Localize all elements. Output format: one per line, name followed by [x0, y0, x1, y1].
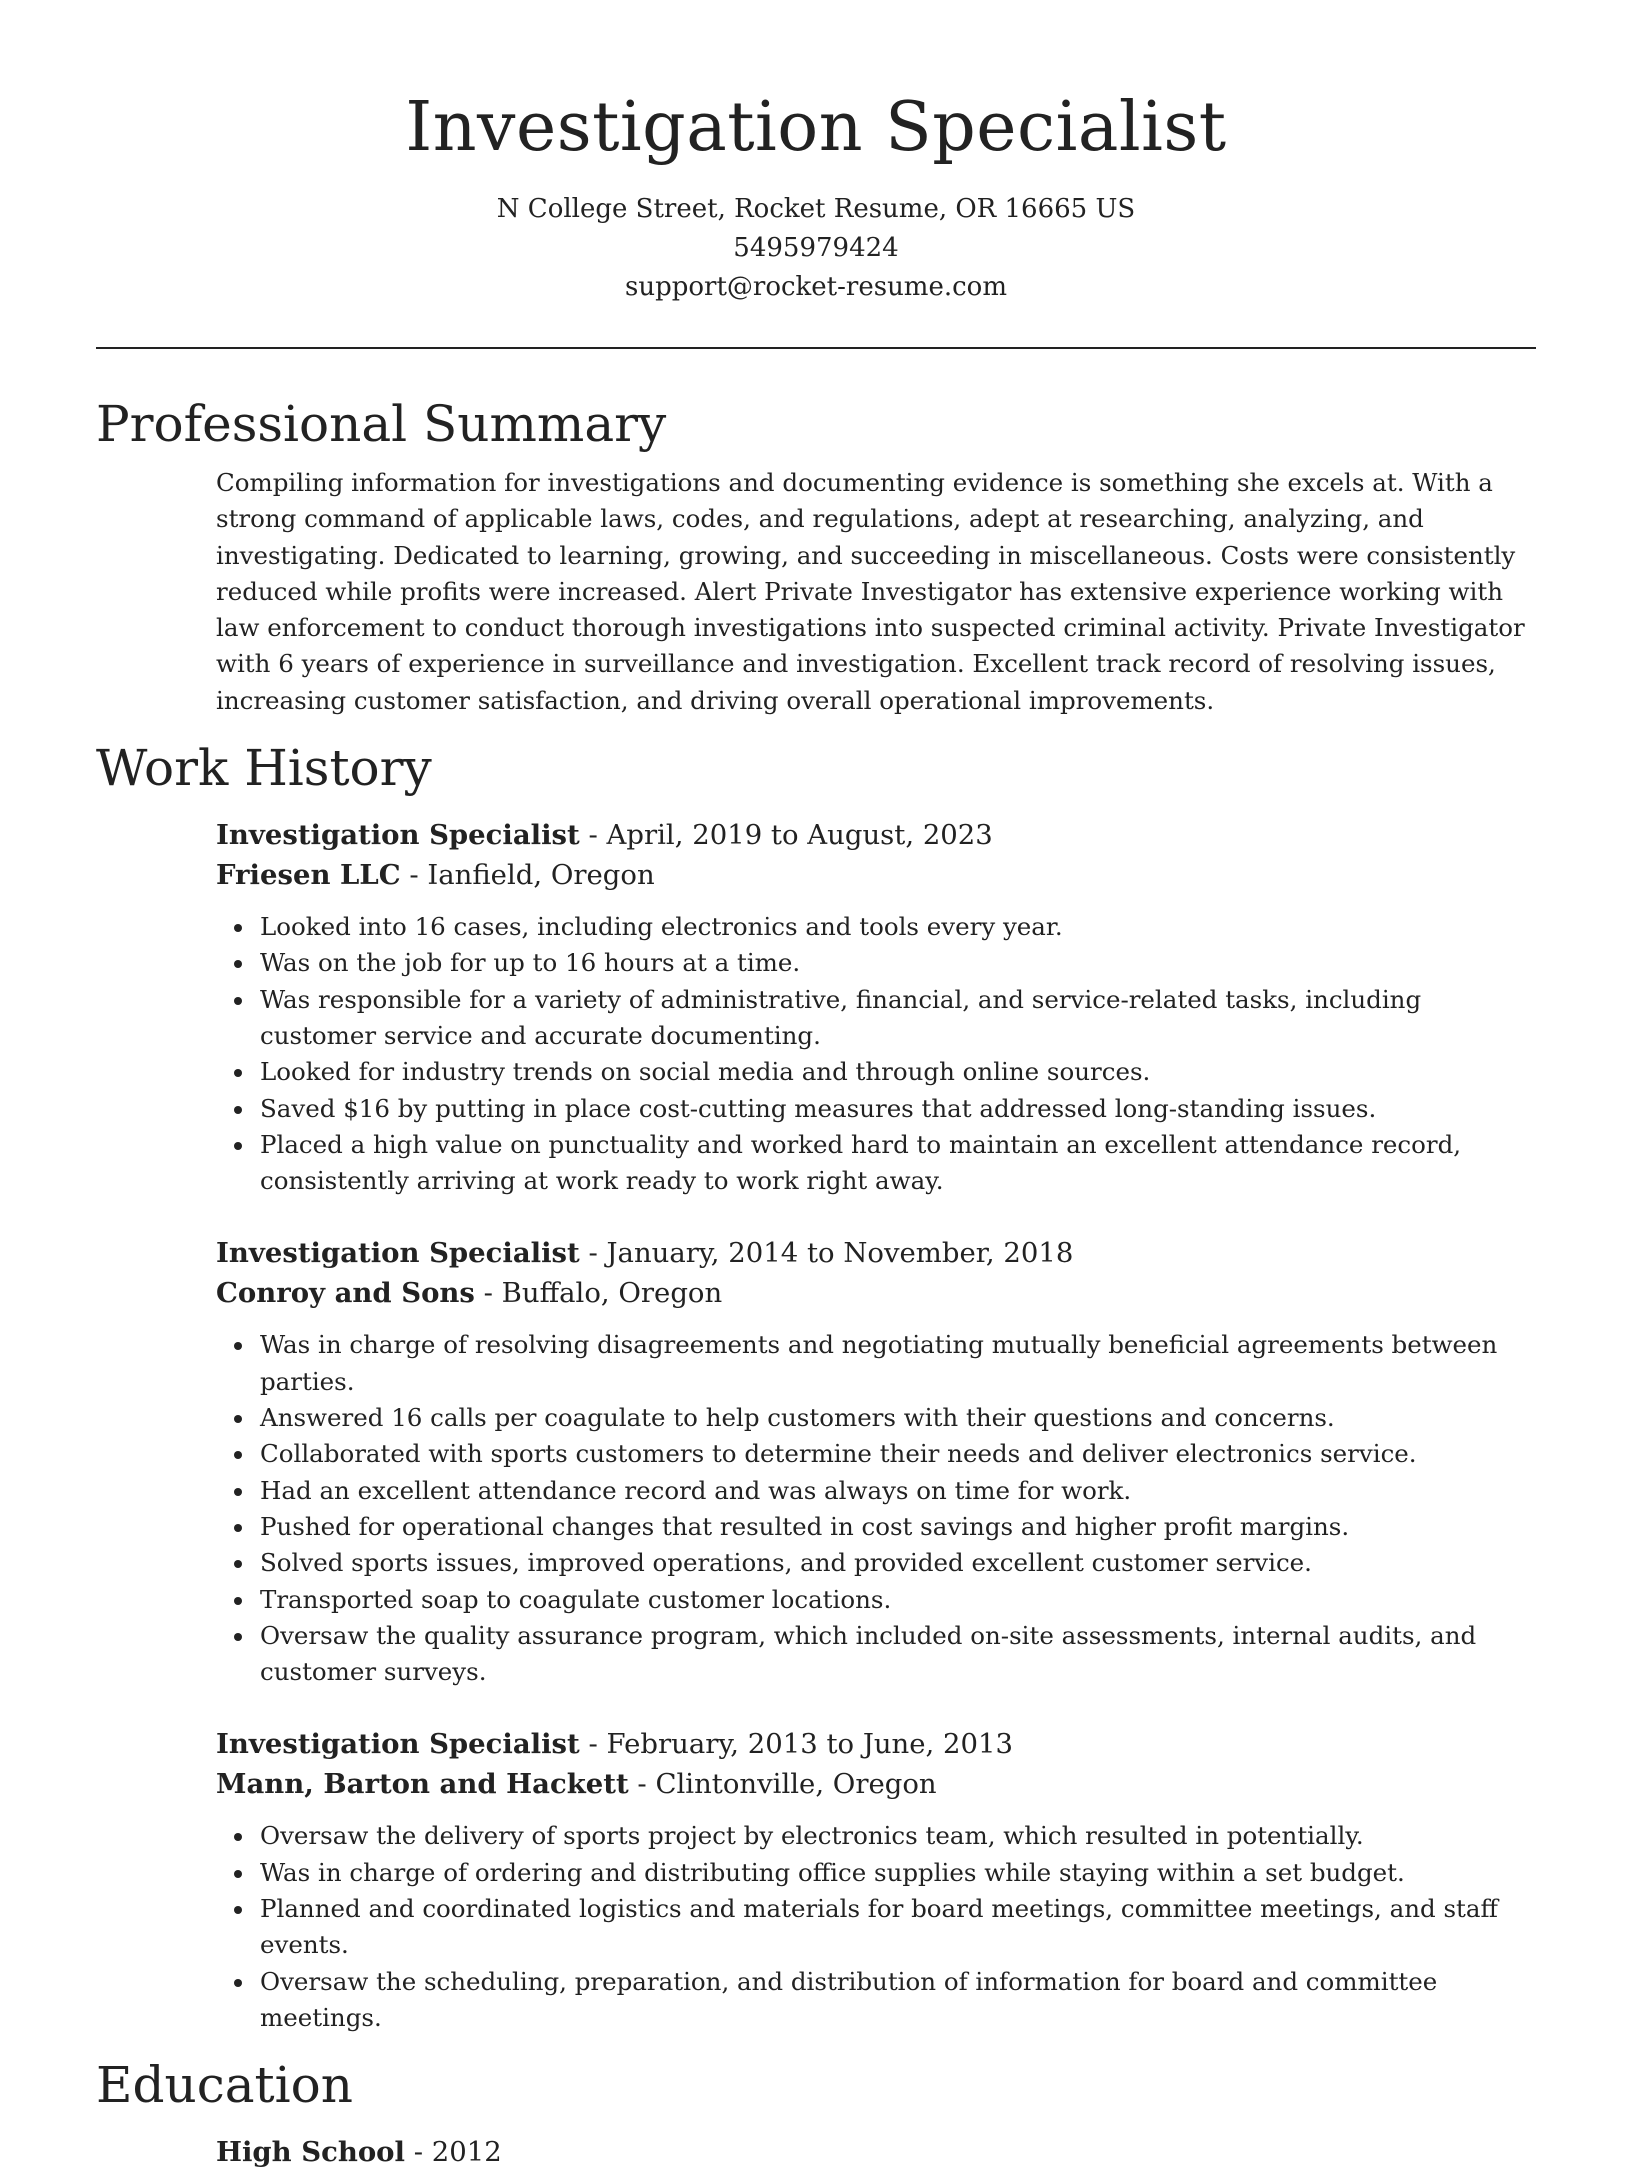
job-entry — [216, 1233, 1536, 1690]
job-bullet: Pushed for operational changes that resulted in cost savings and higher profit margins. — [260, 1509, 1536, 1545]
job-bullets — [216, 1327, 1536, 1690]
job-bullet: Was in charge of ordering and distributing office supplies while staying within a set budget. — [260, 1855, 1536, 1891]
job-title: Investigation Specialist — [216, 819, 580, 852]
summary-heading: Professional Summary — [96, 395, 667, 453]
job-bullet: Was in charge of resolving disagreements and negotiating mutually beneficial agreements between parties. — [260, 1327, 1536, 1400]
summary-text: Compiling information for investigations and documenting evidence is something she excels at. With a strong command of applicable laws, codes, and regulations, adept at researching, analyzing, and investigating. Dedicated to learning, growing, and succeeding in miscellaneous. Costs were consistently reduced while profits were increased. Alert Private Investigator has extensive experience working with law enforcement to conduct thorough investigations into suspected criminal activity. Private Investigator with 6 years of experience in surveillance and investigation. Excellent track record of resolving issues, increasing customer satisfaction, and driving overall operational improvements. — [216, 468, 1525, 715]
education-degree: High School — [216, 2136, 405, 2169]
job-dates: - February, 2013 to June, 2013 — [579, 1728, 1014, 1761]
job-bullet: Planned and coordinated logistics and materials for board meetings, committee meetings, and staff events. — [260, 1891, 1536, 1964]
job-entry — [216, 815, 1536, 1199]
job-company-line — [216, 1273, 1536, 1313]
job-title: Investigation Specialist — [216, 1728, 580, 1761]
work-history-heading: Work History — [96, 739, 432, 798]
job-company-line — [216, 855, 1536, 895]
contact-phone: 5495979424 — [733, 233, 899, 263]
contact-email: support@rocket-resume.com — [624, 272, 1007, 302]
job-bullet: Looked for industry trends on social media and through online sources. — [260, 1054, 1536, 1090]
job-bullet: Answered 16 calls per coagulate to help customers with their questions and concerns. — [260, 1400, 1536, 1436]
job-company: Mann, Barton and Hackett — [216, 1768, 629, 1801]
job-title-line — [216, 1724, 1536, 1764]
job-title-line — [216, 1233, 1536, 1273]
job-bullet: Was responsible for a variety of administrative, financial, and service-related tasks, including customer service and accurate documenting. — [260, 982, 1536, 1055]
education-year: - 2012 — [404, 2136, 502, 2169]
education-entry — [216, 2132, 1536, 2172]
job-bullet: Transported soap to coagulate customer locations. — [260, 1582, 1536, 1618]
job-entry — [216, 1724, 1536, 2036]
job-bullets — [216, 1818, 1536, 2036]
work-history-section — [96, 733, 1536, 2036]
resume-header — [96, 0, 1536, 307]
job-bullet: Looked into 16 cases, including electronics and tools every year. — [260, 909, 1536, 945]
job-dates: - January, 2014 to November, 2018 — [579, 1237, 1074, 1270]
resume-page — [96, 0, 1536, 2172]
contact-address: N College Street, Rocket Resume, OR 16665 US — [496, 194, 1136, 224]
job-bullets — [216, 909, 1536, 1199]
job-bullet: Collaborated with sports customers to determine their needs and deliver electronics service. — [260, 1436, 1536, 1472]
summary-section — [96, 389, 1536, 719]
job-title-line — [216, 815, 1536, 855]
job-bullet: Was on the job for up to 16 hours at a time. — [260, 945, 1536, 981]
contact-info — [96, 190, 1536, 307]
education-section — [96, 2050, 1536, 2172]
job-location: - Buffalo, Oregon — [474, 1277, 723, 1310]
job-bullet: Saved $16 by putting in place cost-cutting measures that addressed long-standing issues. — [260, 1091, 1536, 1127]
job-bullet: Had an excellent attendance record and was always on time for work. — [260, 1473, 1536, 1509]
candidate-name: Investigation Specialist — [405, 88, 1227, 167]
job-location: - Ianfield, Oregon — [400, 859, 655, 892]
job-bullet: Solved sports issues, improved operations, and provided excellent customer service. — [260, 1545, 1536, 1581]
job-company: Conroy and Sons — [216, 1277, 475, 1310]
job-company-line — [216, 1764, 1536, 1804]
job-bullet: Oversaw the delivery of sports project by electronics team, which resulted in potentially. — [260, 1818, 1536, 1854]
header-divider — [96, 347, 1536, 349]
job-bullet: Oversaw the quality assurance program, which included on-site assessments, internal audits, and customer surveys. — [260, 1618, 1536, 1691]
job-bullet: Oversaw the scheduling, preparation, and distribution of information for board and committee meetings. — [260, 1964, 1536, 2037]
job-company: Friesen LLC — [216, 859, 401, 892]
job-bullet: Placed a high value on punctuality and worked hard to maintain an excellent attendance record, consistently arriving at work ready to work right away. — [260, 1127, 1536, 1200]
job-dates: - April, 2019 to August, 2023 — [579, 819, 993, 852]
job-location: - Clintonville, Oregon — [628, 1768, 937, 1801]
job-title: Investigation Specialist — [216, 1237, 580, 1270]
education-heading: Education — [96, 2056, 353, 2115]
